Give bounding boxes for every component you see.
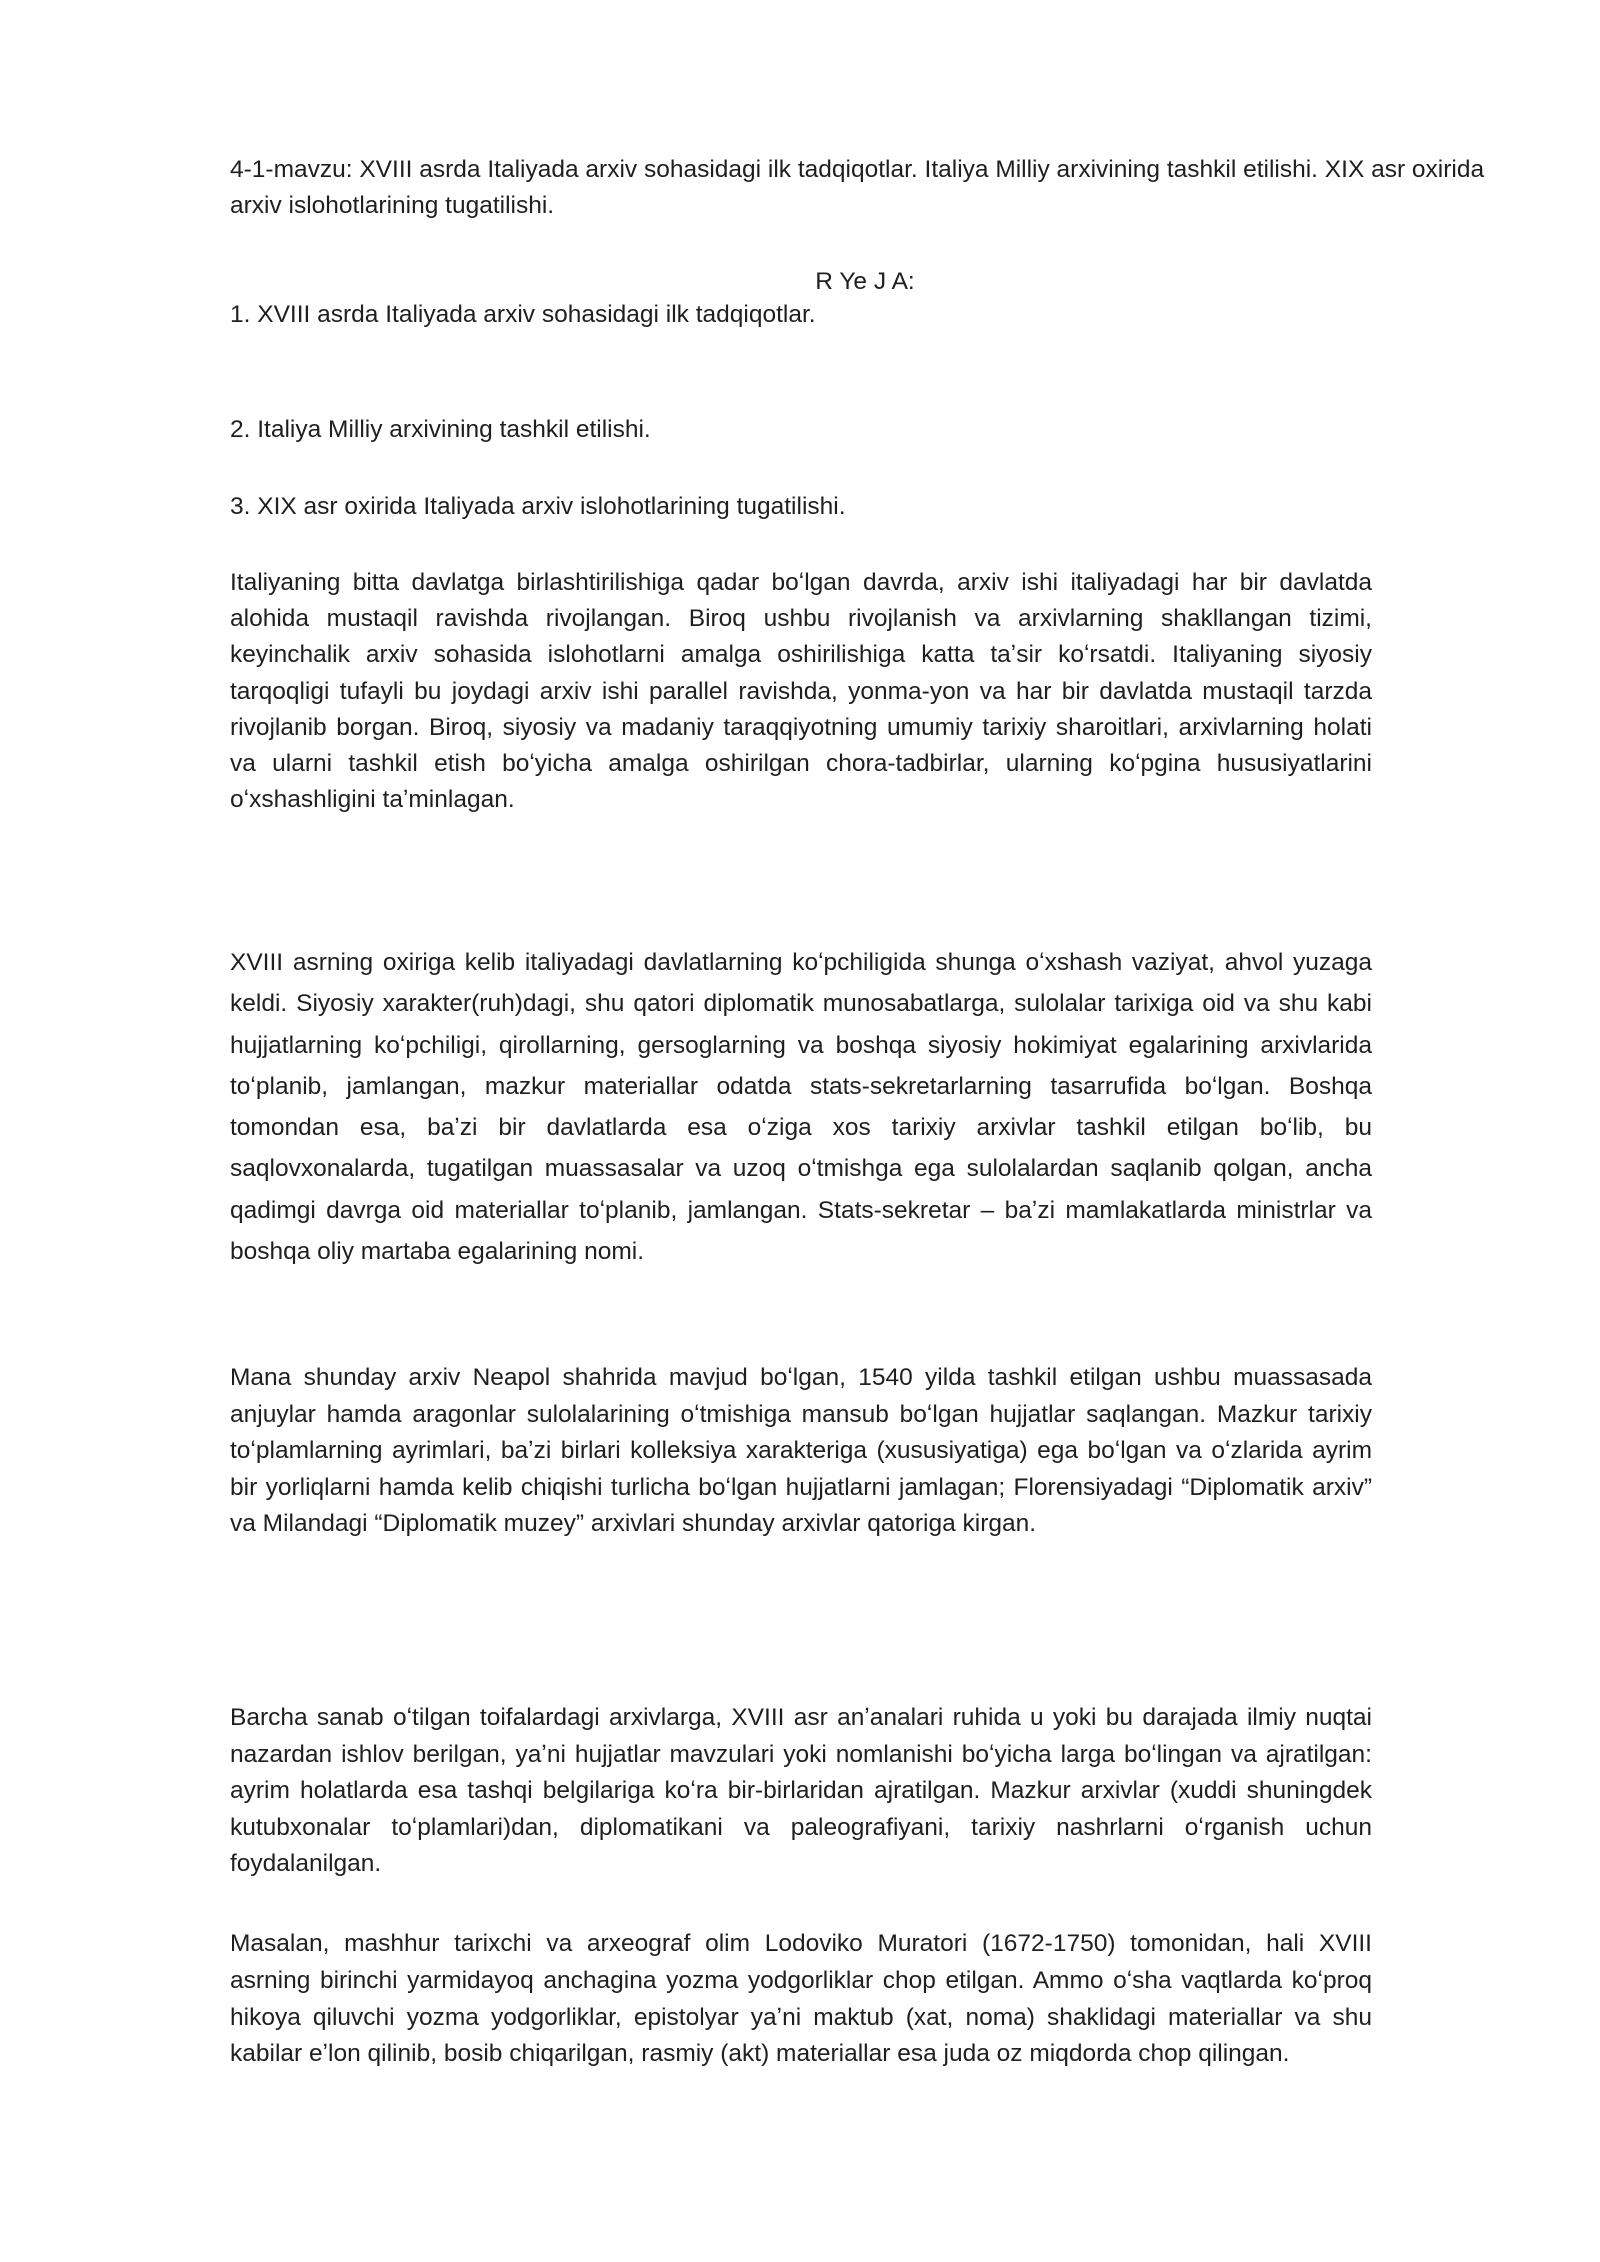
plan-item-3: 3. XIX asr oxirida Italiyada arxiv islohotlarining tugatilishi. — [230, 493, 846, 520]
paragraph-1: Italiyaning bitta davlatga birlashtirilishiga qadar boʻlgan davrda, arxiv ishi italiyadagi har bir davlatda alohida mustaqil ravishda rivojlangan. Biroq ushbu rivojlanish va arxivlarning shakllangan tizimi, keyinchalik arxiv sohasida islohotlarni amalga oshirilishiga katta taʼsir koʻrsatdi. Italiyaning siyosiy tarqoqligi tufayli bu joydagi arxiv ishi parallel ravishda, yonma-yon va har bir davlatda mustaqil tarzda rivojlanib borgan. Biroq, siyosiy va madaniy taraqqiyotning umumiy tarixiy sharoitlari, arxivlarning holati va ularni tashkil etish boʻyicha amalga oshirilgan chora-tadbirlar, ularning koʻpgina hususiyatlarini oʻxshashligini taʼminlagan. — [230, 569, 1372, 814]
plan-item-1: 1. XVIII asrda Italiyada arxiv sohasidagi ilk tadqiqotlar. — [230, 301, 816, 328]
paragraph-3: Mana shunday arxiv Neapol shahrida mavjud boʻlgan, 1540 yilda tashkil etilgan ushbu muassasada anjuylar hamda aragonlar sulolalarining oʻtmishiga mansub boʻlgan hujjatlar saqlangan. Mazkur tarixiy toʻplamlarning ayrimlari, baʼzi birlari kolleksiya xarakteriga (xususiyatiga) ega boʻlgan va oʻzlarida ayrim bir yorliqlarni hamda kelib chiqishi turlicha boʻlgan hujjatlarni jamlagan; Florensiyadagi “Diplomatik arxiv” va Milandagi “Diplomatik muzey” arxivlari shunday arxivlar qatoriga kirgan. — [230, 1364, 1372, 1538]
paragraph-2: XVIII asrning oxiriga kelib italiyadagi davlatlarning koʻpchiligida shunga oʻxshash vaziyat, ahvol yuzaga keldi. Siyosiy xarakter(ruh)dagi, shu qatori diplomatik munosabatlarga, sulolalar tarixiga oid va shu kabi hujjatlarning koʻpchiligi, qirollarning, gersoglarning va boshqa siyosiy hokimiyat egalarining arxivlarida toʻplanib, jamlangan, mazkur materiallar odatda stats-sekretarlarning tasarrufida boʻlgan. Boshqa tomondan esa, baʼzi bir davlatlarda esa oʻziga xos tarixiy arxivlar tashkil etilgan boʻlib, bu saqlovxonalarda, tugatilgan muassasalar va uzoq oʻtmishga ega sulolalardan saqlanib qolgan, ancha qadimgi davrga oid materiallar toʻplanib, jamlangan. Stats-sekretar – baʼzi mamlakatlarda ministrlar va boshqa oliy martaba egalarining nomi. — [230, 949, 1372, 1266]
plan-item-2: 2. Italiya Milliy arxivining tashkil etilishi. — [230, 416, 651, 443]
paragraph-5: Masalan, mashhur tarixchi va arxeograf olim Lodoviko Muratori (1672-1750) tomonidan, hali XVIII asrning birinchi yarmidayoq anchagina yozma yodgorliklar chop etilgan. Ammo oʻsha vaqtlarda koʻproq hikoya qiluvchi yozma yodgorliklar, epistolyar yaʼni maktub (xat, noma) shaklidagi materiallar va shu kabilar eʼlon qilinib, bosib chiqarilgan, rasmiy (akt) materiallar esa juda oz miqdorda chop qilingan. — [230, 1930, 1372, 2068]
plan-heading: R Ye J A: — [815, 268, 915, 295]
document-title: 4-1-mavzu: XVIII asrda Italiyada arxiv sohasidagi ilk tadqiqotlar. Italiya Milliy arxivining tashkil etilishi. XIX asr oxirida arxiv islohotlarining tugatilishi. — [230, 156, 1485, 219]
paragraph-4: Barcha sanab oʻtilgan toifalardagi arxivlarga, XVIII asr anʼanalari ruhida u yoki bu darajada ilmiy nuqtai nazardan ishlov berilgan, yaʼni hujjatlar mavzulari yoki nomlanishi boʻyicha larga boʻlingan va ajratilgan: ayrim holatlarda esa tashqi belgilariga koʻra bir-birlaridan ajratilgan. Mazkur arxivlar (xuddi shuningdek kutubxonalar toʻplamlari)dan, diplomatikani va paleografiyani, tarixiy nashrlarni oʻrganish uchun foydalanilgan. — [230, 1704, 1372, 1877]
